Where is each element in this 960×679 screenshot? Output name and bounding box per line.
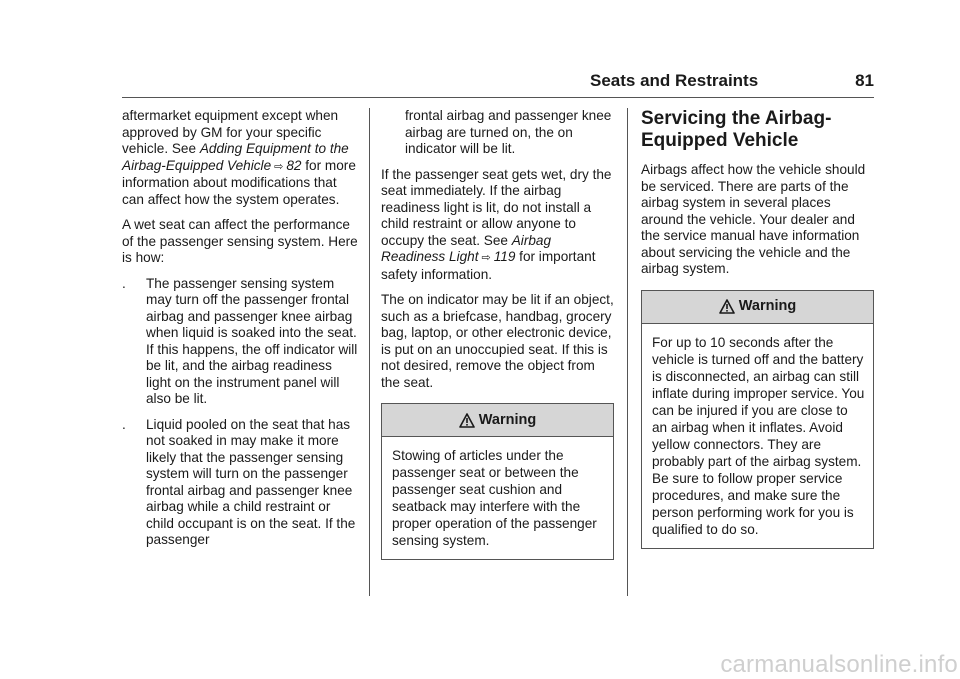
warning-header [382, 404, 613, 437]
header-rule [122, 97, 874, 98]
section-title: Seats and Restraints [590, 71, 759, 90]
col1-paragraph-2: A wet seat can affect the performance of the passenger sensing system. Here is how: [122, 217, 358, 265]
xref-airbag-readiness-light[interactable]: Airbag Readiness Light [381, 232, 552, 264]
warning-text: Stowing of articles under the passenger seat or between the passenger seat cushion and seatback may interfere with the proper operation of the passenger sensing system. [392, 448, 597, 548]
warning-text: For up to 10 seconds after the vehicle is turned off and the battery is disconnected, an airbag can still inflate during improper service. You can be injured if you are close to an airbag when it inflates. Avoid yellow connectors. They are probably part of the airbag system. Be sure to follow proper service procedures, and make sure the person performing work for you is qualified to do so. [652, 334, 865, 537]
warning-title: Warning [478, 411, 537, 428]
xref-arrow-icon: ⇨ [274, 160, 284, 173]
warning-box [381, 403, 614, 560]
col2-paragraph-1: If the passenger seat gets wet, dry the seat immediately. If the airbag readiness light is lit, do not install a child restraint or allow anyone to occupy the seat. See Airbag Readiness Light ⇨ 119 for important safety information. [381, 166, 612, 282]
column-divider [369, 108, 370, 596]
xref-page[interactable]: 119 [493, 249, 516, 264]
bullet-continued-text: frontal airbag and passenger knee airbag are turned on, the on indicator will be lit. [405, 108, 612, 156]
col1-paragraph-1: aftermarket equipment except when approved by GM for your specific vehicle. See Adding Equipment to the Airbag-Equipped Vehicle ⇨ 82 for more information about modifications that can affect how the system operates. [122, 108, 356, 207]
warning-title: Warning [738, 298, 797, 315]
page-number: 81 [855, 71, 874, 90]
list-item [122, 276, 360, 408]
column-1 [122, 108, 360, 558]
list-item [122, 417, 360, 549]
section-heading: Servicing the Airbag-Equipped Vehicle [641, 108, 832, 151]
page-header [590, 71, 874, 91]
warning-box [641, 290, 874, 549]
column-3 [641, 108, 874, 549]
bullet-marker: . [122, 275, 126, 291]
watermark-text: carmanualsonline.info [720, 651, 958, 678]
warning-triangle-icon [719, 299, 735, 314]
column-2 [381, 108, 614, 560]
column-divider [627, 108, 628, 596]
col2-paragraph-2: The on indicator may be lit if an object, such as a briefcase, handbag, grocery bag, laptop, or other electronic device, is put on an unoccupied seat. If this is not desired, remove the object from the seat. [381, 292, 614, 390]
bullet-text: Liquid pooled on the seat that has not soaked in may make it more likely that the passenger sensing system will turn on the passenger frontal airbag and passenger knee airbag while a child restraint or child occupant is on the seat. If the passenger [146, 416, 356, 547]
bullet-marker: . [122, 416, 126, 432]
xref-arrow-icon: ⇨ [481, 252, 491, 264]
xref-page[interactable]: 82 [286, 157, 302, 173]
warning-triangle-icon [459, 413, 475, 428]
warning-header [642, 291, 873, 324]
col3-paragraph-1: Airbags affect how the vehicle should be serviced. There are parts of the airbag system in several places around the vehicle. Your dealer and the service manual have information about servicing the vehicle and the airbag system. [641, 162, 866, 276]
xref-adding-equipment[interactable]: Adding Equipment to the Airbag-Equipped Vehicle [122, 141, 349, 173]
bullet-text: The passenger sensing system may turn off the passenger frontal airbag and passenger knee airbag when liquid is soaked into the seat. If this happens, the off indicator will be lit, and the airbag readiness light on the instrument panel will also be lit. [146, 275, 358, 406]
